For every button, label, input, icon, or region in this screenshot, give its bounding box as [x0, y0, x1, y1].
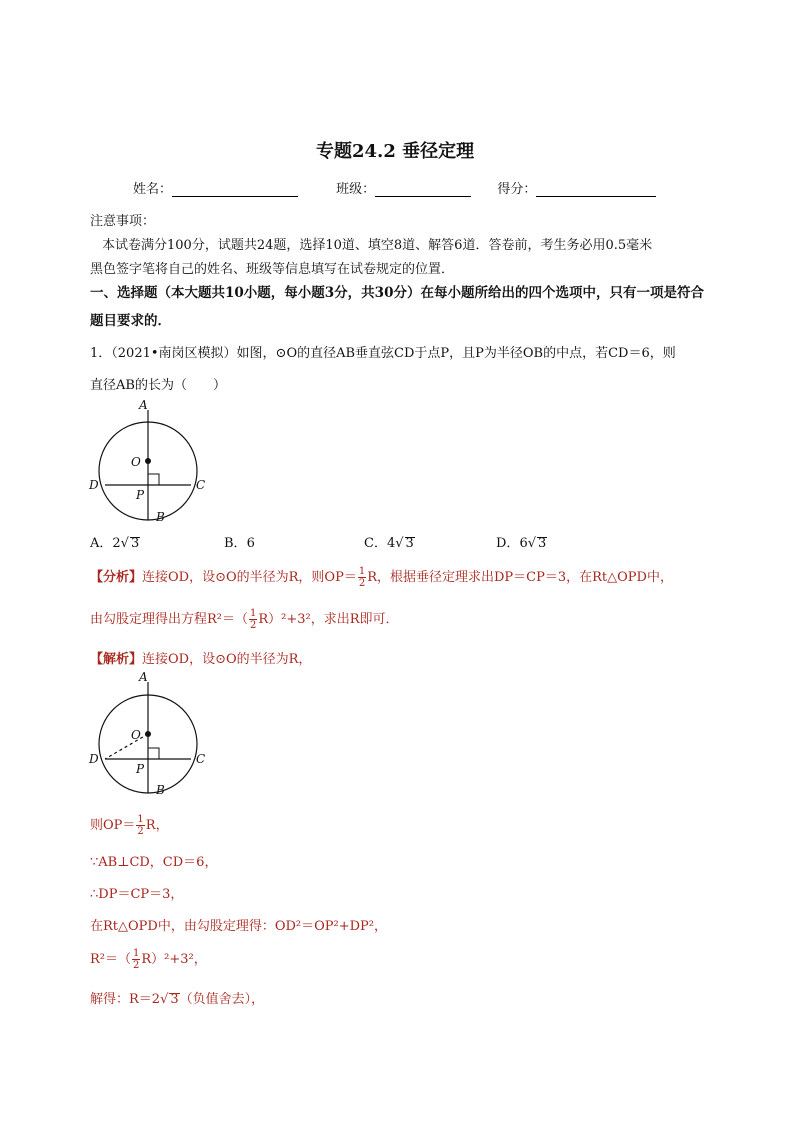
right-angle-mark	[148, 474, 159, 485]
q1-text1: 如图，⊙O的直径AB垂直弦CD于点P，且P为半径OB的中点，若CD＝6，则	[236, 346, 676, 361]
solution-step3: ∴DP＝CP＝3，	[90, 887, 184, 902]
label-a: A	[139, 670, 148, 684]
solution-tag: 【解析】	[90, 652, 143, 667]
sqrt-icon: √	[160, 992, 169, 1007]
solution-step2: ∵AB⊥CD，CD＝6，	[90, 855, 218, 870]
solution-text: R，	[145, 818, 169, 833]
notice-heading: 注意事项：	[90, 214, 156, 229]
fraction-half: $\frac{1}{2}$	[137, 814, 144, 837]
option-radicand: 3	[130, 536, 140, 551]
info-line	[133, 178, 656, 197]
solution-text: 连接OD，设⊙O的半径为R，	[142, 652, 312, 667]
q1-line1	[90, 342, 676, 361]
notice-line1: 本试卷满分100分，试题共24题，选择10道、填空8道、解答6道．答卷前，考生务必用0.5毫米	[102, 238, 653, 253]
label-d: D	[89, 478, 99, 492]
sqrt-icon: √	[527, 536, 537, 551]
label-d: D	[89, 752, 99, 766]
segment-od	[105, 734, 148, 759]
option-letter: D．	[496, 536, 520, 551]
solution-step1	[90, 814, 169, 837]
q1-option-d[interactable]	[496, 532, 547, 551]
analysis-text: 由勾股定理得出方程R²＝（	[90, 612, 248, 627]
label-p: P	[136, 762, 145, 776]
q1-number: 1．	[90, 346, 112, 361]
score-field[interactable]	[536, 182, 656, 197]
option-radicand: 3	[538, 536, 547, 551]
label-b: B	[156, 783, 165, 797]
solution-text: 解得：R＝2	[90, 992, 161, 1007]
sqrt-icon: √	[395, 536, 404, 551]
option-letter: C．	[364, 536, 387, 551]
name-field[interactable]	[172, 182, 298, 197]
section1-line2: 题目要求的．	[90, 313, 171, 329]
q1-line2: 直径AB的长为（ ）	[90, 378, 226, 393]
q1-option-c[interactable]	[364, 532, 415, 551]
solution-step4: 在Rt△OPD中，由勾股定理得：OD²＝OP²+DP²，	[90, 919, 388, 934]
option-letter: A．	[90, 536, 113, 551]
solution-radicand: 3	[170, 992, 179, 1007]
option-value: 6	[519, 536, 528, 551]
section1-line1: 一、选择题（本大题共10小题，每小题3分，共30分）在每小题所给出的四个选项中，只有一项是符合	[90, 285, 704, 301]
option-value: 4	[386, 536, 396, 551]
solution-text: 则OP＝	[90, 818, 136, 833]
right-angle-mark	[148, 748, 159, 759]
solution-text: （负值舍去），	[179, 992, 265, 1007]
option-letter: B．	[224, 536, 247, 551]
q1-diagram	[86, 396, 216, 526]
solution-intro	[90, 648, 311, 667]
q1-source: （2021•南岗区模拟）	[111, 346, 237, 361]
option-value: 2	[112, 536, 121, 551]
fraction-half: $\frac{1}{2}$	[250, 608, 257, 631]
class-label: 班级：	[336, 182, 376, 197]
page-title: 专题24.2 垂径定理	[316, 141, 475, 162]
q1-option-b[interactable]	[224, 532, 255, 551]
analysis-line1	[90, 566, 673, 589]
analysis-line2	[90, 608, 399, 631]
analysis-text: 连接OD，设⊙O的半径为R，则OP＝	[142, 570, 357, 585]
solution-step5	[90, 948, 207, 971]
q1-option-a[interactable]	[90, 532, 140, 551]
class-field[interactable]	[375, 182, 471, 197]
label-c: C	[196, 478, 206, 492]
fraction-half: $\frac{1}{2}$	[358, 566, 366, 589]
label-p: P	[136, 488, 145, 502]
name-label: 姓名：	[133, 182, 173, 197]
solution-text: R²＝（	[90, 952, 131, 967]
label-o: O	[131, 455, 141, 469]
analysis-text: R，根据垂径定理求出DP＝CP＝3，在Rt△OPD中，	[367, 570, 673, 585]
label-o: O	[131, 728, 141, 742]
solution-diagram	[86, 668, 216, 798]
label-b: B	[156, 510, 165, 524]
label-c: C	[196, 752, 206, 766]
center-point	[145, 731, 151, 737]
option-radicand: 3	[405, 536, 414, 551]
score-label: 得分：	[497, 182, 537, 197]
center-point	[145, 458, 151, 464]
notice-line2: 黑色签字笔将自己的姓名、班级等信息填写在试卷规定的位置．	[90, 262, 455, 277]
fraction-half: $\frac{1}{2}$	[133, 948, 140, 971]
sqrt-icon: √	[120, 536, 129, 551]
analysis-tag: 【分析】	[90, 570, 143, 585]
label-a: A	[139, 398, 148, 412]
analysis-text: R）²+3²，求出R即可．	[258, 612, 399, 627]
option-value: 6	[246, 536, 255, 551]
solution-step6	[90, 988, 264, 1007]
solution-text: R）²+3²，	[141, 952, 207, 967]
